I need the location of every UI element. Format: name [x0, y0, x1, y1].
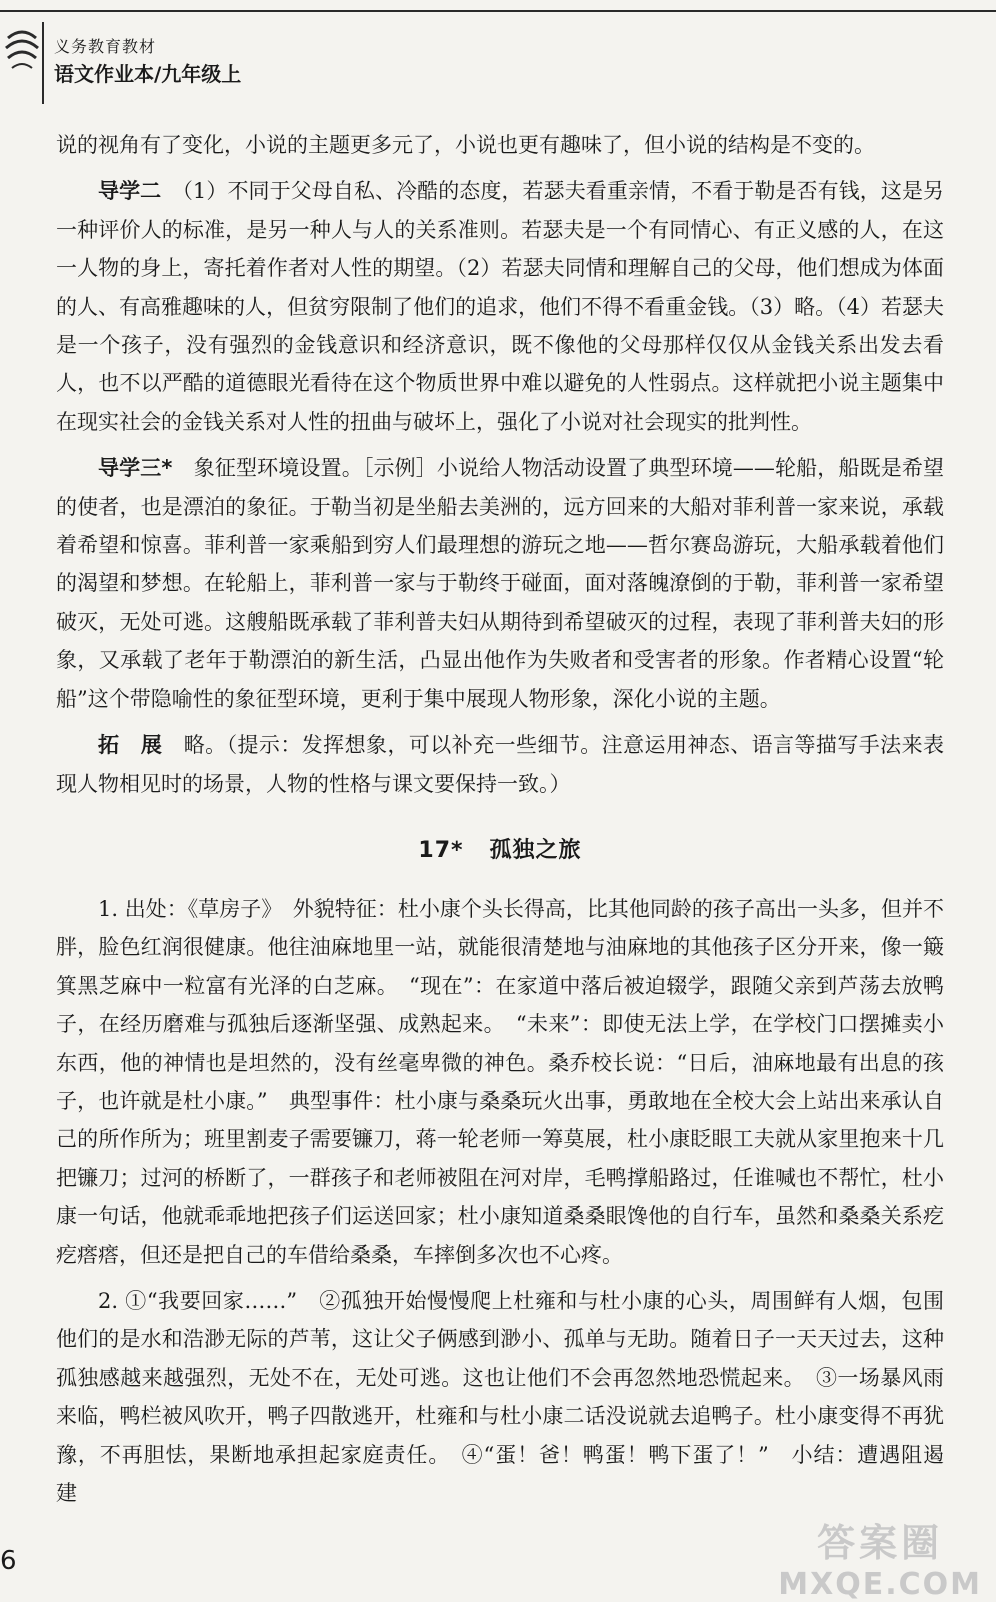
- publisher-logo-icon: [4, 24, 40, 84]
- header-divider: [42, 22, 44, 104]
- page-content: [56, 126, 965, 1512]
- watermark: [778, 1512, 982, 1602]
- lesson-title: 孤独之旅: [489, 837, 582, 863]
- expand-paragraph: [56, 726, 944, 803]
- question2-paragraph: 2. ①“我要回家……” ②孤独开始慢慢爬上杜雍和与杜小康的心头，周围鲜有人烟，包围他们的是水和浩渺无际的芦苇，这让父子俩感到渺小、孤单与无助。随着日子一天天过去，这种孤独感越来越强烈，无处不在，无处可逃。这也让他们不会再忽然地恐慌起来。 ③一场暴风雨来临，鸭栏被风吹开，鸭子四散逃开，杜雍和与杜小康二话没说就去追鸭子。杜小康变得不再犹豫，不再胆怯，果断地承担起家庭责任。 ④“蛋！爸！鸭蛋！鸭下蛋了！” 小结：遭遇阻遏 建: [56, 1288, 965, 1505]
- guide2-text: （1）不同于父母自私、冷酷的态度，若瑟夫看重亲情，不看于勒是否有钱，这是另一种评价人的标准，是另一种人与人的关系准则。若瑟夫是一个有同情心、有正义感的人，在这一人物的身上，寄托着作者对人性的期望。（2）若瑟夫同情和理解自己的父母，他们想成为体面的人、有高雅趣味的人，但贫穷限制了他们的追求，他们不得不看重金钱。（3）略。（4）若瑟夫是一个孩子，没有强烈的金钱意识和经济意识，既不像他的父母那样仅仅从金钱关系出发去看人，也不以严酷的道德眼光看待在这个物质世界中难以避免的人性弱点。这样就把小说主题集中在现实社会的金钱关系对人性的扭曲与破坏上，强化了小说对社会现实的批判性。: [56, 179, 945, 434]
- question1-paragraph: 1. 出处：《草房子》 外貌特征：杜小康个头长得高，比其他同龄的孩子高出一头多，但并不胖，脸色红润很健康。他往油麻地里一站，就能很清楚地与油麻地的其他孩子区分开来，像一簸箕黑芝麻中一粒富有光泽的白芝麻。 “现在”：在家道中落后被迫辍学，跟随父亲到芦荡去放鸭子，在经历磨难与孤独后逐渐坚强、成熟起来。 “未来”：即使无法上学，在学校门口摆摊卖小东西，他的神情也是坦然的，没有丝毫卑微的神色。桑乔校长说：“日后，油麻地最有出息的孩子，也许就是杜小康。” 典型事件：杜小康与桑桑玩火出事，勇敢地在全校大会上站出来承认自己的所作所为；班里割麦子需要镰刀，蒋一轮老师一筹莫展，杜小康眨眼工夫就从家里抱来十几把镰刀；过河的桥断了，一群孩子和老师被阻在河对岸，毛鸭撑船路过，任谁喊也不帮忙，杜小康一句话，他就乖乖地把孩子们运送回家；杜小康知道桑桑眼馋他的自行车，虽然和桑桑关系疙疙瘩瘩，但还是把自己的车借给桑桑，车摔倒多次也不心疼。: [56, 896, 944, 1267]
- intro-paragraph: 说的视角有了变化，小说的主题更多元了，小说也更有趣味了，但小说的结构是不变的。: [56, 133, 875, 157]
- guide3-text: 象征型环境设置。［示例］小说给人物活动设置了典型环境——轮船，船既是希望的使者，也是漂泊的象征。于勒当初是坐船去美洲的，远方回来的大船对菲利普一家来说，承载着希望和惊喜。菲利普一家乘船到穷人们最理想的游玩之地——哲尔赛岛游玩，大船承载着他们的渴望和梦想。在轮船上，菲利普一家与于勒终于碰面，面对落魄潦倒的于勒，菲利普一家希望破灭，无处可逃。这艘船既承载了菲利普夫妇从期待到希望破灭的过程，表现了菲利普夫妇的形象，又承载了老年于勒漂泊的新生活，凸显出他作为失败者和受害者的形象。作者精心设置“轮船”这个带隐喻性的象征型环境，更利于集中展现人物形象，深化小说的主题。: [56, 456, 945, 711]
- header-rule: [0, 10, 996, 12]
- expand-text: 略。（提示：发挥想象，可以补充一些细节。注意运用神态、语言等描写手法来表现人物相见时的场景，人物的性格与课文要保持一致。）: [56, 733, 945, 796]
- lesson-number: 17*: [418, 837, 464, 863]
- watermark-url: MXQE.COM: [778, 1567, 982, 1602]
- series-title: 义务教育教材: [54, 37, 157, 56]
- watermark-text: 答案圈: [817, 1521, 944, 1565]
- page-header: [0, 0, 996, 108]
- page-number: 6: [0, 1546, 17, 1576]
- guide2-paragraph: [56, 172, 944, 441]
- book-title: 语文作业本/九年级上: [54, 62, 242, 86]
- lesson-heading: [56, 833, 944, 864]
- guide2-label: 导学二: [98, 179, 162, 204]
- expand-label: 拓 展: [98, 733, 163, 758]
- guide3-paragraph: [56, 449, 944, 718]
- guide3-label: 导学三*: [98, 456, 173, 481]
